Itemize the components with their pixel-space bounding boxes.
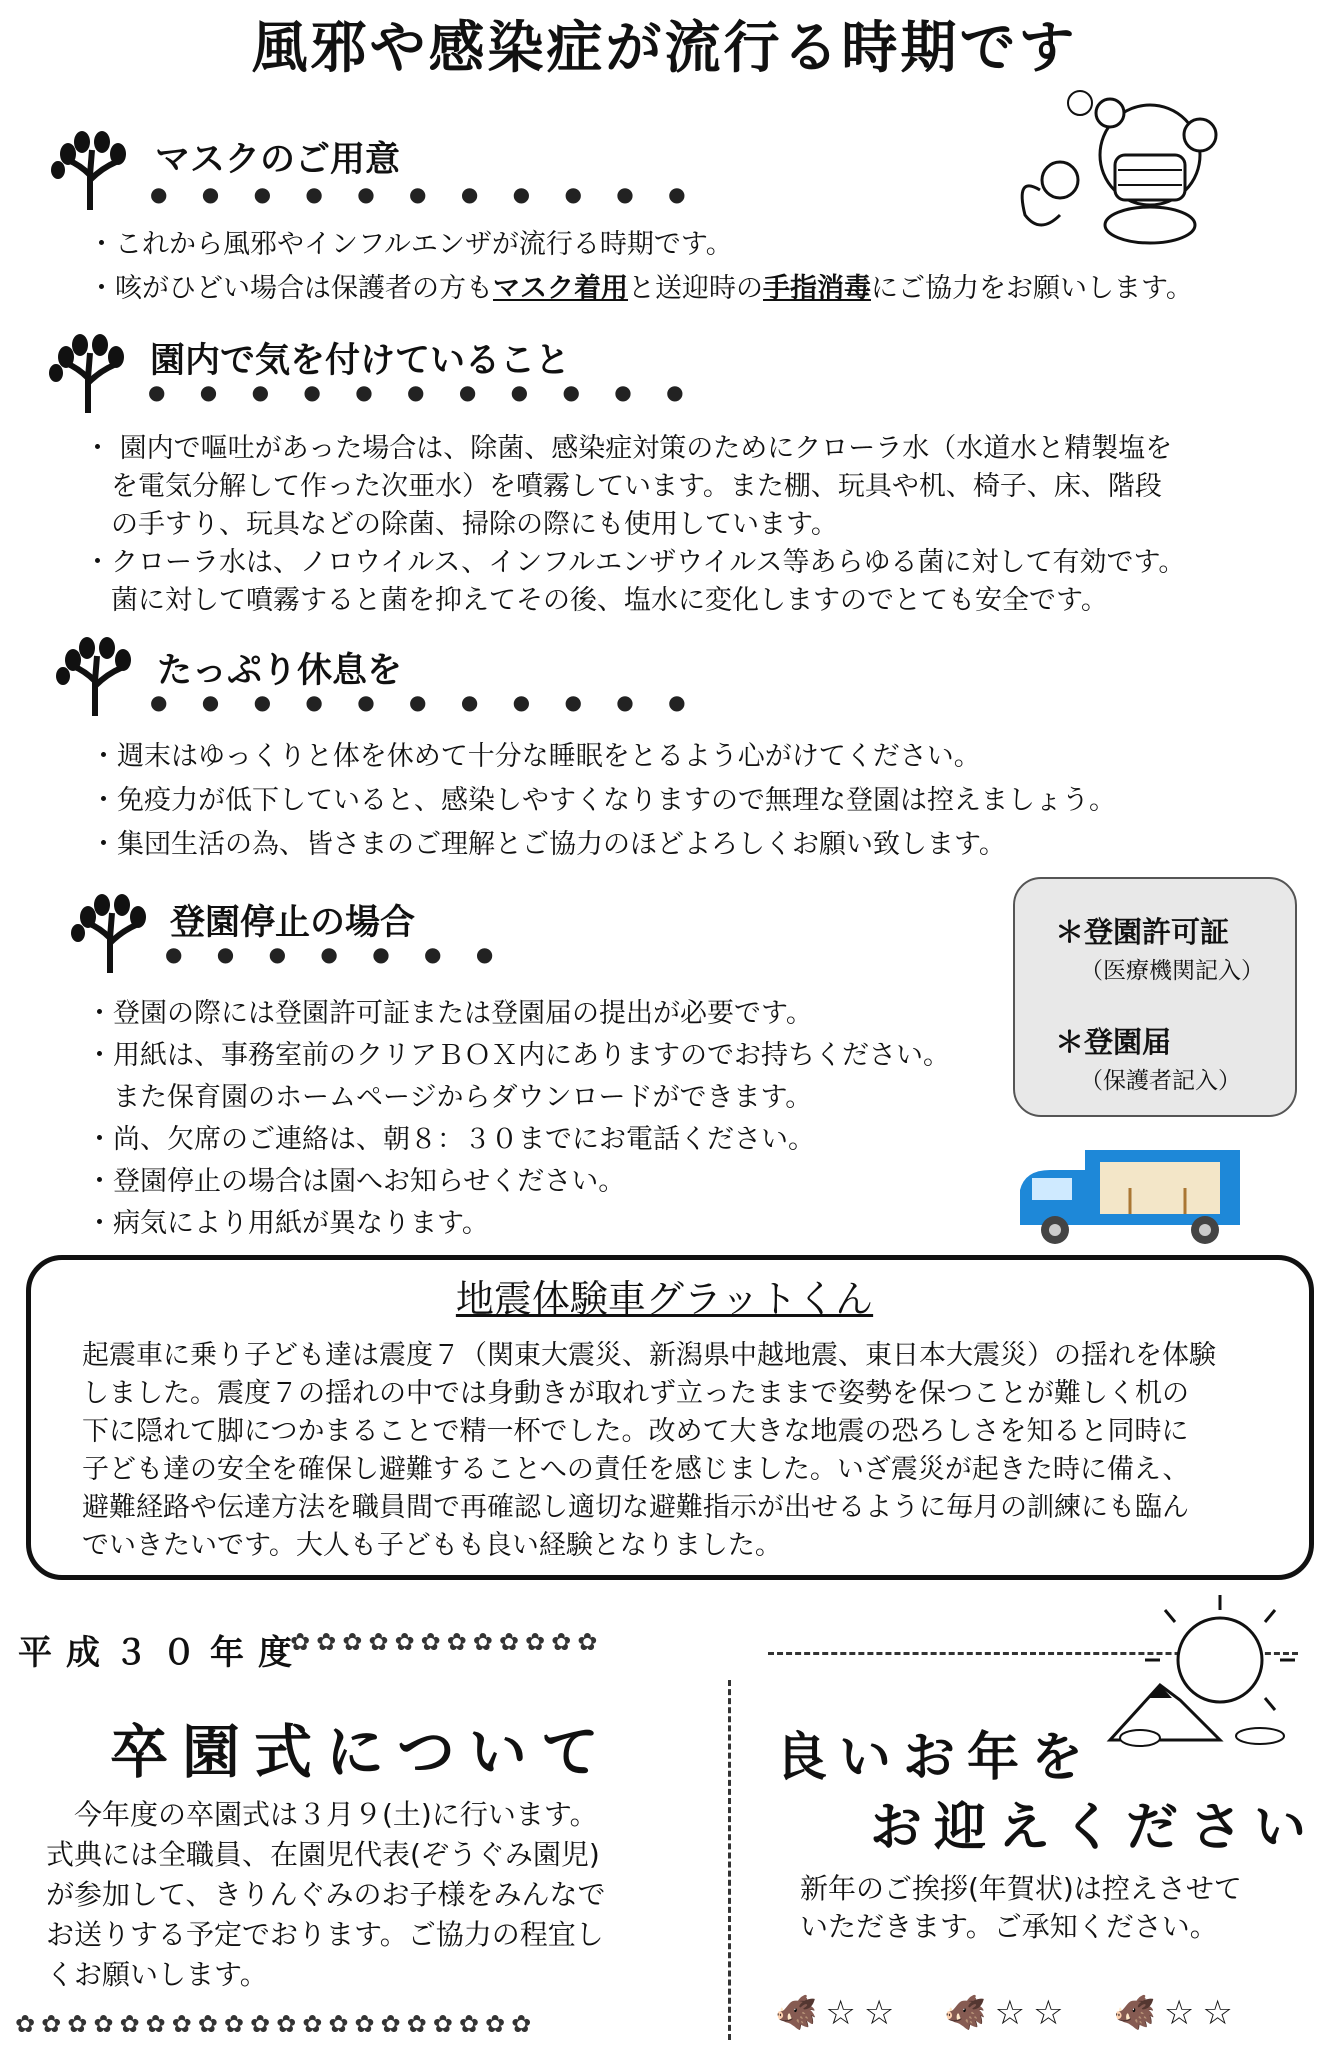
sun-mountain-illustration [1100, 1590, 1310, 1750]
stop-line: また保育園のホームページからダウンロードができます。 [86, 1082, 813, 1113]
stop-line: ・登園停止の場合は園へお知らせください。 [86, 1166, 626, 1197]
footprint-decoration: ● ● ● ● ● ● ● [165, 942, 508, 966]
newyear-title-2: お迎えください [870, 1798, 1319, 1858]
graduation-line: 今年度の卒園式は３月９(土)に行います。 [46, 1798, 598, 1831]
footprint-decoration: ● ● ● ● ● ● ● ● ● ● ● [150, 690, 700, 714]
care-line: 菌に対して噴霧すると菌を抑えてその後、塩水に変化しますのでとても安全です。 [84, 585, 1108, 616]
graduation-line: 式典には全職員、在園児代表(ぞうぐみ園児) [46, 1838, 600, 1871]
stop-line: ・病気により用紙が異なります。 [86, 1208, 489, 1239]
tree-icon [48, 333, 134, 419]
column-divider [728, 1680, 731, 2040]
graduation-line: が参加して、きりんぐみのお子様をみんなで [46, 1878, 606, 1911]
truck-illustration [1010, 1140, 1250, 1250]
earthquake-line: しました。震度７の揺れの中では身動きが取れず立ったままで姿勢を保つことが難しく机の [82, 1378, 1189, 1409]
footprint-decoration: ● ● ● ● ● ● ● ● ● ● ● [150, 182, 700, 206]
form-permit-label: ＊登園許可証 [1055, 915, 1230, 949]
earthquake-line: 起震車に乗り子ども達は震度７（関東大震災、新潟県中越地震、東日本大震災）の揺れを体験 [82, 1340, 1216, 1371]
form-notice-label: ＊登園届 [1055, 1025, 1172, 1059]
rest-line: ・免疫力が低下していると、感染しやすくなりますので無理な登園は控えましょう。 [90, 785, 1116, 816]
form-notice-note: （保護者記入） [1080, 1068, 1241, 1094]
stop-heading: 登園停止の場合 [170, 903, 416, 943]
earthquake-line: でいきたいです。大人も子どもも良い経験となりました。 [82, 1530, 782, 1561]
earthquake-title: 地震体験車グラットくん [455, 1277, 874, 1321]
boar-star-decoration: 🐗☆☆ 🐗☆☆ 🐗☆☆ [775, 1993, 1241, 2033]
earthquake-line: 下に隠れて脚につかまることで精一杯でした。改めて大きな地震の恐ろしさを知ると同時に [82, 1416, 1189, 1447]
form-permit-note: （医療機関記入） [1080, 958, 1264, 984]
mask-line: ・これから風邪やインフルエンザが流行る時期です。 [88, 229, 733, 260]
stop-line: ・尚、欠席のご連絡は、朝８：３０までにお電話ください。 [86, 1124, 815, 1155]
bear-squirrel-mask-illustration [1000, 85, 1240, 245]
care-line: を電気分解して作った次亜水）を噴霧しています。また棚、玩具や机、椅子、床、階段 [84, 471, 1162, 502]
rest-line: ・集団生活の為、皆さまのご理解とご協力のほどよろしくお願い致します。 [90, 829, 1006, 860]
mask-line-2: ・咳がひどい場合は保護者の方もマスク着用と送迎時の手指消毒にご協力をお願いします。 [88, 273, 1193, 304]
page-title: 風邪や感染症が流行る時期です [251, 16, 1078, 81]
care-heading: 園内で気を付けていること [150, 341, 571, 381]
footprint-decoration: ● ● ● ● ● ● ● ● ● ● ● [148, 380, 698, 404]
care-line: ・ 園内で嘔吐があった場合は、除菌、感染症対策のためにクローラ水（水道水と精製塩を [84, 433, 1173, 464]
graduation-line: くお願いします。 [46, 1958, 268, 1991]
graduation-title: 卒園式について [110, 1718, 613, 1786]
tree-icon [50, 130, 136, 216]
newyear-line: 新年のご挨拶(年賀状)は控えさせて [800, 1872, 1242, 1905]
earthquake-text [82, 1337, 1262, 1565]
stop-line: ・用紙は、事務室前のクリアＢＯＸ内にありますのでお持ちください。 [86, 1040, 950, 1071]
care-line: の手すり、玩具などの除菌、掃除の際にも使用しています。 [84, 509, 838, 540]
rest-heading: たっぷり休息を [157, 651, 403, 691]
flower-border-decoration: ✿✿✿✿✿✿✿✿✿✿✿✿ [290, 1628, 604, 1656]
tree-icon [55, 636, 141, 722]
newyear-line: いただきます。ご承知ください。 [800, 1910, 1218, 1943]
earthquake-line: 子ども達の安全を確保し避難することへの責任を感じました。いざ震災が起きた時に備え、 [82, 1454, 1190, 1485]
earthquake-line: 避難経路や伝達方法を職員間で再確認し適切な避難指示が出せるように毎月の訓練にも臨ん [82, 1492, 1189, 1523]
mask-heading: マスクのご用意 [155, 140, 401, 180]
flower-border-decoration: ✿✿✿✿✿✿✿✿✿✿✿✿✿✿✿✿✿✿✿✿ [15, 2010, 538, 2038]
rest-line: ・週末はゆっくりと体を休めて十分な睡眠をとるよう心がけてください。 [90, 741, 981, 772]
tree-icon [70, 893, 156, 979]
graduation-year: 平成３０年度 [18, 1633, 306, 1673]
care-line: ・クローラ水は、ノロウイルス、インフルエンザウイルス等あらゆる菌に対して有効です。 [84, 547, 1186, 578]
newyear-title-1: 良いお年を [775, 1728, 1096, 1788]
stop-line: ・登園の際には登園許可証または登園届の提出が必要です。 [86, 998, 813, 1029]
graduation-line: お送りする予定でおります。ご協力の程宜し [46, 1918, 604, 1951]
